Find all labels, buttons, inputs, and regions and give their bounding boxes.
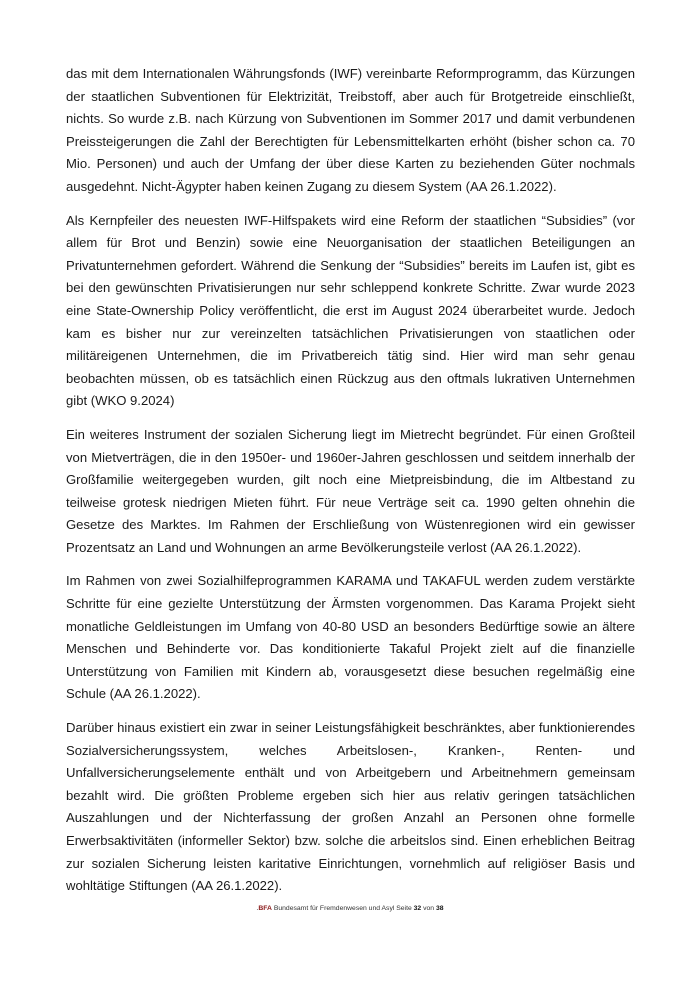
page-number-separator: von (421, 905, 436, 912)
paragraph-welfare-subsidies: das mit dem Internationalen Währungsfonds (IWF) vereinbarte Reformprogramm, das Kürzungen der staatlichen Subventionen für Elektrizität, Treibstoff, aber auch für Brotgetreide einschließt, nichts. So wurde z.B. nach Kürzung von Subventionen im Sommer 2017 und damit verbundenen Preissteigerungen die Zahl der Berechtigten für Lebensmittelkarten erhöht (bisher schon ca. 70 Mio. Personen) und auch der Umfang der über diese Karten zu beziehenden Güter nochmals ausgedehnt. Nicht-Ägypter haben keinen Zugang zu diesem System (AA 26.1.2022). (66, 66, 635, 194)
paragraph-karama-takaful: Im Rahmen von zwei Sozialhilfeprogrammen KARAMA und TAKAFUL werden zudem verstärkte Schritte für eine gezielte Unterstützung der Ärmsten vorgenommen. Das Karama Projekt sieht monatliche Geldleistungen im Umfang von 40-80 USD an besonders Bedürftige sowie an ältere Menschen und Behinderte vor. Das konditionierte Takaful Projekt zielt auf die finanzielle Unterstützung von Familien mit Kindern ab, vorausgesetzt diese besuchen regelmäßig eine Schule (AA 26.1.2022). (66, 573, 635, 702)
footer-organization: Bundesamt für Fremdenwesen und Asyl Seite (271, 905, 414, 912)
paragraph-social-insurance: Darüber hinaus existiert ein zwar in seiner Leistungsfähigkeit beschränktes, aber funktionierendes Sozialversicherungssystem, welches Arbeitslosen-, Kranken-, Renten- und Unfallversicherungselemente enthält und von Arbeitgebern und Arbeitnehmern gemeinsam bezahlt wird. Die größten Probleme ergeben sich hier aus relativ geringen tatsächlichen Auszahlungen und der Nichterfassung der großen Anzahl an Personen ohne formelle Erwerbsaktivitäten (informeller Sektor) bzw. solche die arbeitslos sind. Einen erheblichen Beitrag zur sozialen Sicherung leisten karitative Einrichtungen, vornehmlich auf religiöser Basis und wohltätige Stiftungen (AA 26.1.2022). (66, 720, 635, 894)
bfa-logo (256, 905, 271, 912)
paragraph-imf-reform: Als Kernpfeiler des neuesten IWF-Hilfspakets wird eine Reform der staatlichen “Subsidies” (vor allem für Brot und Benzin) sowie eine Neuorganisation der staatlichen Beteiligungen an Privatunternehmen gefordert. Während die Senkung der “Subsidies” bereits im Laufen ist, gibt es bei den gewünschten Privatisierungen nur sehr schleppend konkrete Schritte. Zwar wurde 2023 eine State-Ownership Policy veröffentlicht, die erst im August 2024 überarbeitet wurde. Jedoch kam es bisher nur zur vereinzelten tatsächlichen Privatisierungen von staatlichen oder militäreigenen Unternehmen, die im Privatbereich tätig sind. Hier wird man sehr genau beobachten müssen, ob es tatsächlich einen Rückzug aus den oftmals lukrativen Unternehmen gibt (WKO 9.2024) (66, 212, 635, 409)
page-number-total: 38 (435, 905, 444, 912)
bfa-logo-dot: . (256, 905, 259, 912)
paragraph-tenancy-law: Ein weiteres Instrument der sozialen Sicherung liegt im Mietrecht begründet. Für einen Großteil von Mietverträgen, die in den 1950er- und 1960er-Jahren geschlossen und seitdem innerhalb der Großfamilie weitergegeben wurden, gilt noch eine Mietpreisbindung, die im Altbestand zu teilweise grotesk niedrigen Mieten führt. Für neue Verträge seit ca. 1990 gelten ohnehin die Gesetze des Marktes. Im Rahmen der Erschließung von Wüstenregionen wird ein gewisser Prozentsatz an Land und Wohnungen an arme Bevölkerungsteile verlost (AA 26.1.2022). (66, 426, 635, 555)
document-page (66, 63, 635, 909)
page-number-current: 32 (413, 905, 422, 912)
bfa-logo-text: BFA (258, 905, 272, 912)
page-footer (0, 905, 700, 912)
